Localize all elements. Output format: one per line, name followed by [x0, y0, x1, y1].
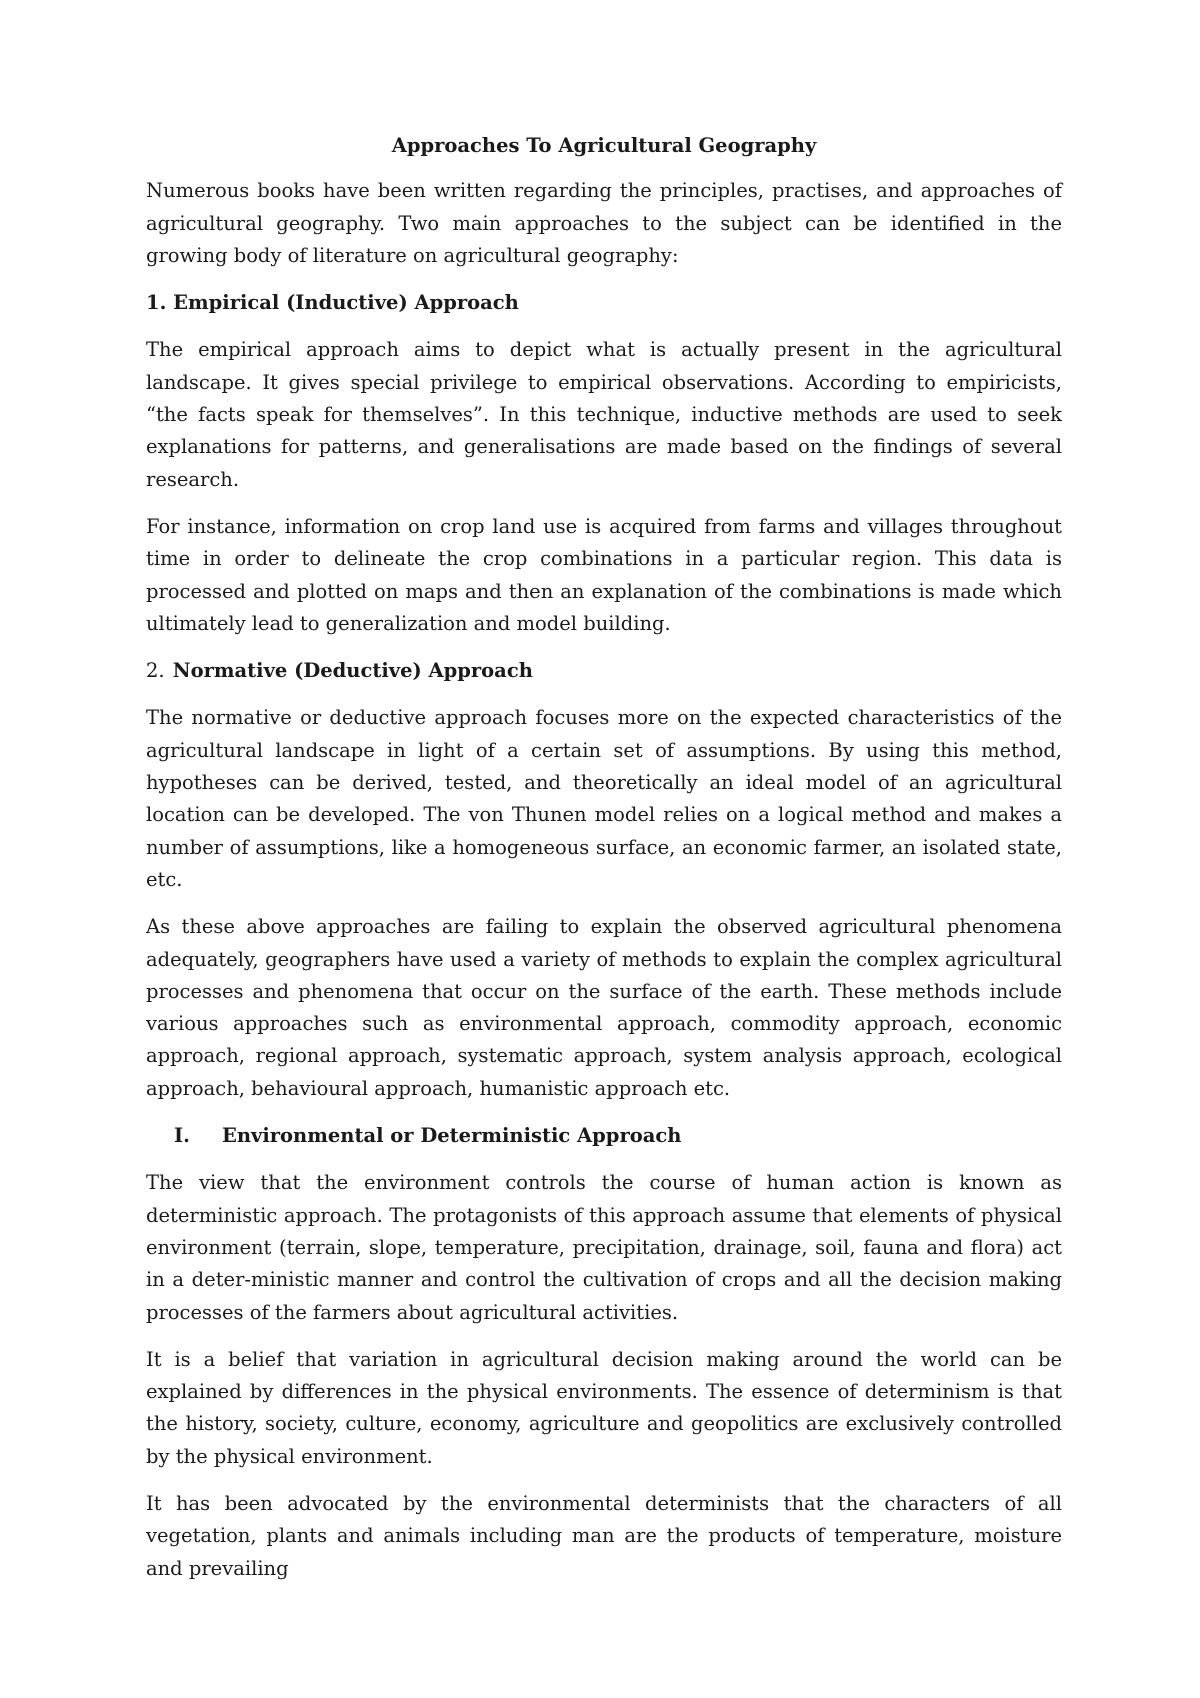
section-number: 2.: [146, 659, 165, 683]
document-page: [146, 130, 1062, 1600]
section-heading-empirical: [146, 287, 1062, 319]
paragraph: The empirical approach aims to depict what is actually present in the agricultural landscape. It gives special privilege to empirical observations. According to empiricists, “the facts speak for themselves”. In this technique, inductive methods are used to seek explanations for patterns, and generalisations are made based on the findings of several research.: [146, 338, 1062, 491]
section-heading-environmental: [146, 1120, 1062, 1152]
paragraph: It is a belief that variation in agricultural decision making around the world can be explained by differences in the physical environments. The essence of determinism is that the history, society, culture, economy, agriculture and geopolitics are exclusively controlled by the physical environment.: [146, 1347, 1062, 1468]
document-title: Approaches To Agricultural Geography: [391, 134, 817, 157]
section-number: I.: [174, 1124, 190, 1148]
paragraph: The view that the environment controls the course of human action is known as deterministic approach. The protagonists of this approach assume that elements of physical environment (terrain, slope, temperature, precipitation, drainage, soil, fauna and flora) act in a deter-ministic manner and control the cultivation of crops and all the decision making processes of the farmers about agricultural activities.: [146, 1171, 1062, 1324]
paragraph: The normative or deductive approach focuses more on the expected characteristics of the agricultural landscape in light of a certain set of assumptions. By using this method, hypotheses can be derived, tested, and theoretically an ideal model of an agricultural location can be developed. The von Thunen model relies on a logical method and makes a number of assumptions, like a homogeneous surface, an economic farmer, an isolated state, etc.: [146, 706, 1062, 891]
section-number: 1.: [146, 291, 167, 315]
section-heading-text: Environmental or Deterministic Approach: [222, 1124, 682, 1148]
intro-paragraph: Numerous books have been written regarding the principles, practises, and approaches of agricultural geography. Two main approaches to the subject can be identified in the growing body of literature on agricultural geography:: [146, 179, 1062, 267]
paragraph: For instance, information on crop land use is acquired from farms and villages throughout time in order to delineate the crop combinations in a particular region. This data is processed and plotted on maps and then an explanation of the combinations is made which ultimately lead to generalization and model building.: [146, 514, 1062, 635]
paragraph: As these above approaches are failing to explain the observed agricultural phenomena adequately, geographers have used a variety of methods to explain the complex agricultural processes and phenomena that occur on the surface of the earth. These methods include various approaches such as environmental approach, commodity approach, economic approach, regional approach, systematic approach, system analysis approach, ecological approach, behavioural approach, humanistic approach etc.: [146, 915, 1062, 1100]
section-heading-text: Normative (Deductive) Approach: [172, 659, 533, 683]
section-heading-normative: [146, 655, 1062, 687]
paragraph: It has been advocated by the environmental determinists that the characters of all vegetation, plants and animals including man are the products of temperature, moisture and prevailing: [146, 1491, 1062, 1580]
section-heading-text: Empirical (Inductive) Approach: [173, 291, 519, 315]
